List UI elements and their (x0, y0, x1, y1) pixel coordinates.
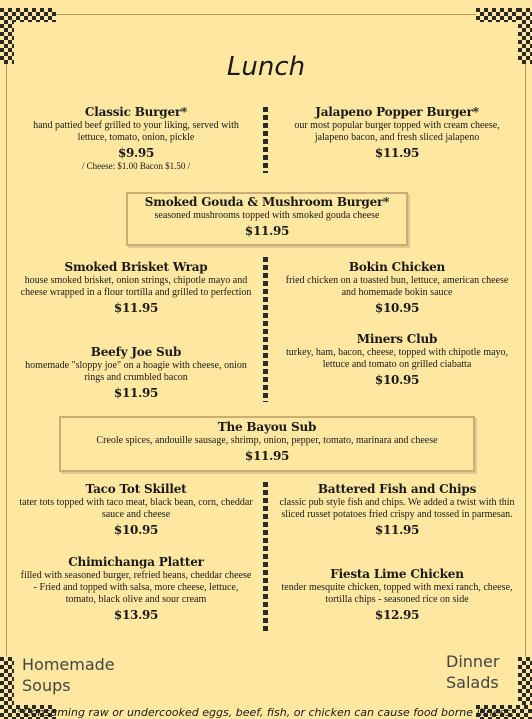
item-price: $13.95 (113, 608, 159, 622)
item-price: $9.95 (117, 146, 155, 160)
item-name: Taco Tot Skillet (85, 482, 187, 496)
item-price: $10.95 (113, 523, 159, 537)
item-name: The Bayou Sub (217, 420, 317, 434)
column-divider (263, 107, 268, 173)
border-left (6, 64, 7, 657)
item-name: Smoked Gouda & Mushroom Burger* (144, 195, 390, 209)
item-price: $11.95 (374, 146, 420, 160)
item-name: Miners Club (356, 332, 438, 346)
item-description: turkey, ham, bacon, cheese, topped with chipotle mayo, lettuce and tomato on grilled ciabatta (285, 347, 509, 370)
dinner-salads-label: Dinner Salads (446, 652, 500, 692)
item-name: Battered Fish and Chips (317, 482, 477, 496)
item-name: Fiesta Lime Chicken (330, 567, 464, 581)
item-description: homemade "sloppy joe" on a hoagie with cheese, onion rings and crumbled bacon (25, 360, 247, 383)
menu-item-fiesta-lime-chicken (279, 567, 515, 622)
item-description: our most popular burger topped with cream cheese, jalapeno bacon, and fresh sliced jalapeno (294, 120, 500, 143)
menu-item-taco-tot-skillet (18, 482, 254, 537)
item-addons: / Cheese: $1.00 Bacon $1.50 / (81, 161, 191, 171)
homemade-soups-label: Homemade Soups (22, 655, 115, 695)
column-divider (263, 257, 268, 402)
item-price: $10.95 (374, 301, 420, 315)
menu-item-jalapeno-popper-burger (279, 105, 515, 160)
item-name: Smoked Brisket Wrap (64, 260, 208, 274)
item-description: fried chicken on a toasted bun, lettuce, american cheese and homemade bokin sauce (285, 275, 509, 298)
menu-item-miners-club (279, 332, 515, 387)
item-name: Bokin Chicken (348, 260, 446, 274)
item-price: $11.95 (244, 224, 290, 238)
border-right (525, 64, 526, 657)
menu-item-the-bayou-sub (59, 420, 475, 463)
item-price: $11.95 (374, 523, 420, 537)
menu-item-battered-fish-and-chips (279, 482, 515, 537)
item-description: tender mesquite chicken, topped with mexi ranch, cheese, tortilla chips - seasoned rice on side (281, 582, 513, 605)
menu-item-smoked-brisket-wrap (18, 260, 254, 315)
item-price: $11.95 (113, 386, 159, 400)
item-description: hand pattied beef grilled to your liking, served with lettuce, tomato, onion, pickle (33, 120, 239, 143)
column-divider (263, 482, 268, 634)
food-safety-disclaimer: *Consuming raw or undercooked eggs, beef, fish, or chicken can cause food borne illness. (17, 706, 515, 719)
item-name: Beefy Joe Sub (90, 345, 182, 359)
border-top (56, 14, 476, 15)
menu-item-bokin-chicken (279, 260, 515, 315)
item-price: $12.95 (374, 608, 420, 622)
item-name: Classic Burger* (84, 105, 188, 119)
item-description: seasoned mushrooms topped with smoked gouda cheese (154, 210, 380, 221)
menu-item-beefy-joe-sub (18, 345, 254, 400)
menu-item-chimichanga-platter (18, 555, 254, 622)
menu-item-smoked-gouda-mushroom-burger (126, 195, 408, 238)
item-name: Chimichanga Platter (68, 555, 204, 569)
item-name: Jalapeno Popper Burger* (315, 105, 479, 119)
page-title: Lunch (226, 52, 306, 82)
item-description: house smoked brisket, onion strings, chipotle mayo and cheese wrapped in a flour tortilla and grilled to perfection (20, 275, 252, 298)
item-price: $11.95 (244, 449, 290, 463)
item-description: classic pub style fish and chips. We added a twist with thin sliced russet potatoes fried crispy and tossed in parmesan. (279, 497, 515, 520)
item-description: filled with seasoned burger, refried beans, cheddar cheese - Fried and topped with salsa, more cheese, lettuce, tomato, black olive and sour cream (20, 570, 252, 605)
item-description: Creole spices, andouille sausage, shrimp, onion, pepper, tomato, marinara and cheese (96, 435, 438, 446)
item-price: $11.95 (113, 301, 159, 315)
item-price: $10.95 (374, 373, 420, 387)
item-description: tater tots topped with taco meat, black bean, corn, cheddar sauce and cheese (19, 497, 253, 520)
menu-item-classic-burger (18, 105, 254, 171)
